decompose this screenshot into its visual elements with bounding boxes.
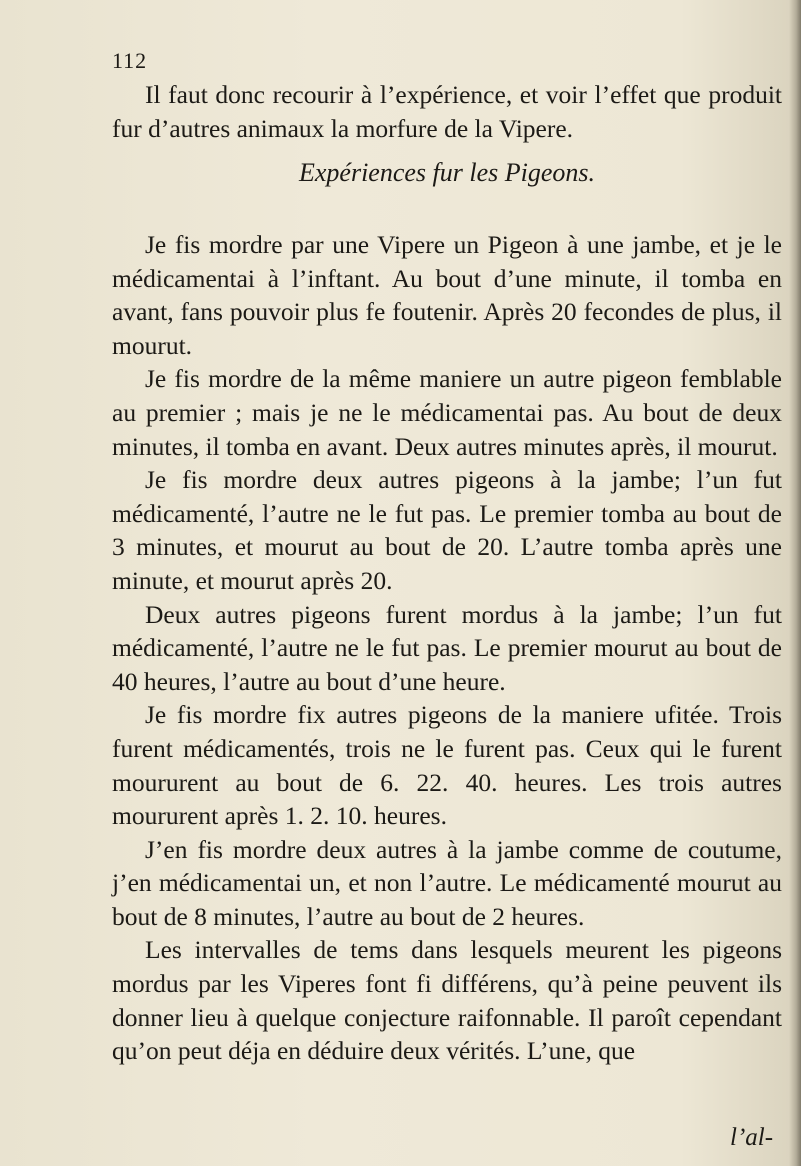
page-edge-shadow xyxy=(789,0,801,1166)
page-number: 112 xyxy=(112,48,148,73)
paragraph: Je fis mordre par une Vipere un Pigeon à une jambe, et je le médicamentai à l’inftant. Au bout d’une minute, il tomba en avant, fans pouvoir plus fe foutenir. Après 20 fecondes de plus, il mourut. xyxy=(112,230,782,360)
paragraph: Je fis mordre deux autres pigeons à la jambe; l’un fut médicamenté, l’autre ne le fut pas. Le premier tomba au bout de 3 minutes, et mourut au bout de 20. L’autre tomba après une minute, et mourut après 20. xyxy=(112,465,782,595)
paragraph: J’en fis mordre deux autres à la jambe comme de coutume, j’en médicamentai un, et non l’autre. Le médicamenté mourut au bout de 8 minutes, l’autre au bout de 2 heures. xyxy=(112,834,782,931)
paragraph: Je fis mordre de la même maniere un autre pigeon femblable au premier ; mais je ne le médicamentai pas. Au bout de deux minutes, il tomba en avant. Deux autres minutes après, il mourut. xyxy=(112,364,782,461)
body-text xyxy=(112,228,782,1068)
intro-paragraph: Il faut donc recourir à l’expérience, et voir l’effet que produit fur d’autres animaux la morfure de la Vipere. xyxy=(112,80,782,143)
paragraph: Je fis mordre fix autres pigeons de la maniere ufitée. Trois furent médicamentés, trois ne le furent pas. Ceux qui le furent moururent au bout de 6. 22. 40. heures. Les trois autres moururent après 1. 2. 10. heures. xyxy=(112,700,782,831)
catchword: l’al- xyxy=(730,1124,774,1151)
paragraph: Les intervalles de tems dans lesquels meurent les pigeons mordus par les Viperes font fi différens, qu’à peine peuvent ils donner lieu à quelque conjecture raifonnable. Il paroît cependant qu’on peut déja en déduire deux vérités. L’une, que xyxy=(112,935,782,1066)
paragraph: Deux autres pigeons furent mordus à la jambe; l’un fut médicamenté, l’autre ne le fut pas. Le premier mourut au bout de 40 heures, l’autre au bout d’une heure. xyxy=(112,599,782,696)
section-heading: Expériences fur les Pigeons. xyxy=(298,158,596,187)
